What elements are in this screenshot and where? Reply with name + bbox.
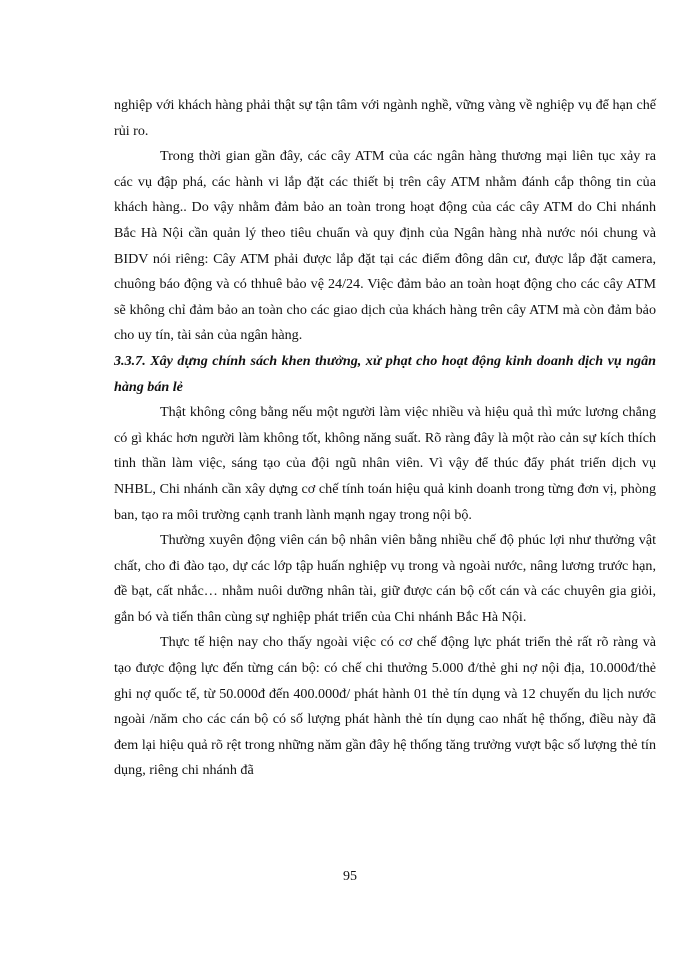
paragraph-card-incentives: Thực tế hiện nay cho thấy ngoài việc có cơ chế động lực phát triển thẻ rất rõ ràng và tạo được động lực đến từng cán bộ: có chế chi thưởng 5.000 đ/thẻ ghi nợ nội địa, 10.000đ/thẻ ghi nợ quốc tế, từ 50.000đ đến 400.000đ/ phát hành 01 thẻ tín dụng và 12 chuyến du lịch nước ngoài /năm cho các cán bộ có số lượng phát hành thẻ tín dụng cao nhất hệ thống, điều này đã đem lại hiệu quả rõ rệt trong những năm gần đây hệ thống tăng trưởng vượt bậc số lượng thẻ tín dụng, riêng chi nhánh đã	[114, 634, 656, 779]
paragraph-fairness: Thật không công bằng nếu một người làm việc nhiều và hiệu quả thì mức lương chẳng có gì khác hơn người làm không tốt, không năng suất. Rõ ràng đây là một rào cản sự kích thích tinh thần làm việc, sáng tạo của đội ngũ nhân viên. Vì vậy để thúc đẩy phát triển dịch vụ NHBL, Chi nhánh cần xây dựng cơ chế tính toán hiệu quả kinh doanh trong từng đơn vị, phòng ban, tạo ra môi trường cạnh tranh lành mạnh ngay trong nội bộ.	[114, 404, 656, 523]
paragraph-welfare: Thường xuyên động viên cán bộ nhân viên bằng nhiều chế độ phúc lợi như thưởng vật chất, cho đi đào tạo, dự các lớp tập huấn nghiệp vụ trong và ngoài nước, nâng lương trước hạn, đề bạt, cất nhắc… nhằm nuôi dưỡng nhân tài, giữ được cán bộ cốt cán và các chuyên gia giỏi, gắn bó và tiến thân cùng sự nghiệp phát triển của Chi nhánh Bắc Hà Nội.	[114, 532, 656, 625]
paragraph-atm-security: Trong thời gian gần đây, các cây ATM của các ngân hàng thương mại liên tục xảy ra các vụ đập phá, các hành vi lắp đặt các thiết bị trên cây ATM nhằm đánh cắp thông tin của khách hàng.. Do vậy nhằm đảm bảo an toàn trong hoạt động của các cây ATM do Chi nhánh Bắc Hà Nội cần quản lý theo tiêu chuẩn và quy định của Ngân hàng nhà nước nói chung và BIDV nói riêng: Cây ATM phải được lắp đặt tại các điểm đông dân cư, được lắp đặt camera, chuông báo động và có thhuê bảo vệ 24/24. Việc đảm bảo an toàn hoạt động cho các cây ATM sẽ không chỉ đảm bảo an toàn cho các giao dịch của khách hàng trên cây ATM mà còn đảm bảo cho uy tín, tài sản của ngân hàng.	[114, 148, 656, 344]
page-number: 95	[343, 869, 357, 884]
paragraph-continuation: nghiệp với khách hàng phải thật sự tận tâm với ngành nghề, vững vàng về nghiệp vụ để hạn chế rủi ro.	[114, 97, 656, 139]
body-text	[114, 93, 656, 784]
section-heading: 3.3.7. Xây dựng chính sách khen thưởng, xử phạt cho hoạt động kinh doanh dịch vụ ngân hàng bán lẻ	[114, 352, 656, 395]
